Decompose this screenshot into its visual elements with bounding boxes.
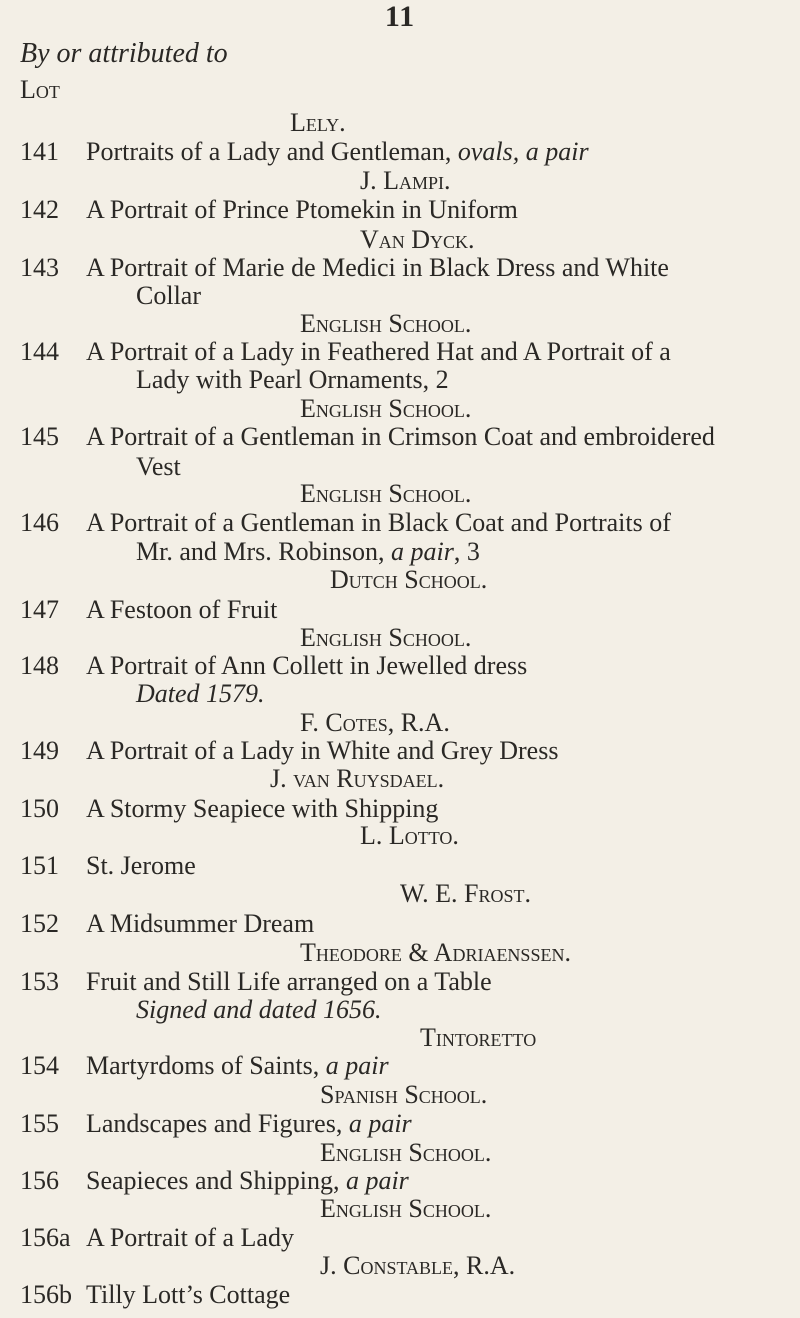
- lot-description: A Portrait of a Lady: [86, 1223, 294, 1252]
- artist-attribution: Theodore & Adriaenssen.: [300, 938, 571, 967]
- lot-description-line2: Lady with Pearl Ornaments, 2: [136, 365, 449, 394]
- artist-attribution: J. Constable, R.A.: [320, 1251, 516, 1280]
- lot-description-line2-italic: Dated 1579.: [136, 679, 265, 708]
- lot-number: 152: [20, 909, 59, 938]
- lot-description: A Festoon of Fruit: [86, 595, 278, 624]
- lot-number: 155: [20, 1109, 59, 1138]
- lot-description: A Portrait of a Lady in White and Grey Dress: [86, 736, 559, 765]
- lot-description-line2: [136, 995, 382, 1025]
- artist-attribution: L. Lotto.: [360, 821, 459, 850]
- page-number: 11: [384, 0, 416, 33]
- artist-attribution: Lely.: [290, 108, 346, 137]
- lot-number: 144: [20, 337, 59, 366]
- artist-attribution: English School.: [300, 309, 472, 338]
- lot-description: A Portrait of Prince Ptomekin in Uniform: [86, 195, 518, 224]
- artist-attribution: F. Cotes, R.A.: [300, 708, 450, 737]
- lot-description: Portraits of a Lady and Gentleman, ovals, a pair: [86, 137, 589, 166]
- artist-attribution: English School.: [300, 479, 472, 508]
- lot-number: 147: [20, 595, 59, 624]
- lot-description-line2-italic: Signed and dated 1656.: [136, 995, 382, 1024]
- lot-number: 156b: [20, 1280, 72, 1309]
- lot-number: 153: [20, 967, 59, 996]
- lot-description: A Stormy Seapiece with Shipping: [86, 794, 439, 823]
- lot-description: Martyrdoms of Saints, a pair: [86, 1051, 389, 1080]
- lot-description: A Midsummer Dream: [86, 909, 315, 938]
- artist-attribution: Dutch School.: [330, 565, 488, 594]
- lot-description: A Portrait of a Lady in Feathered Hat and A Portrait of a: [86, 337, 671, 366]
- artist-attribution: English School.: [300, 623, 472, 652]
- lot-number: 145: [20, 422, 59, 451]
- artist-attribution: Tintoretto: [420, 1023, 537, 1052]
- lot-number: 148: [20, 651, 59, 680]
- lot-column-label: Lot: [20, 75, 60, 104]
- lot-description-italic: a pair: [325, 1051, 389, 1080]
- lot-number: 149: [20, 736, 59, 765]
- lot-number: 143: [20, 253, 59, 282]
- lot-description: A Portrait of a Gentleman in Black Coat and Portraits of: [86, 508, 671, 537]
- lot-number: 154: [20, 1051, 59, 1080]
- lot-description-italic: a pair: [345, 1166, 409, 1195]
- lot-description: A Portrait of a Gentleman in Crimson Coat and embroidered: [86, 422, 715, 451]
- lot-number: 156a: [20, 1223, 71, 1252]
- artist-attribution: W. E. Frost.: [400, 879, 532, 908]
- lot-number: 141: [20, 137, 59, 166]
- lot-description-italic: ovals, a pair: [457, 137, 589, 166]
- section-heading: By or attributed to: [20, 38, 228, 69]
- lot-number: 142: [20, 195, 59, 224]
- lot-description: Seapieces and Shipping, a pair: [86, 1166, 409, 1195]
- lot-description-line2-italic: a pair: [390, 537, 454, 566]
- artist-attribution: English School.: [320, 1138, 492, 1167]
- artist-attribution: English School.: [320, 1194, 492, 1223]
- lot-description-line2: Collar: [136, 281, 201, 310]
- lot-description: Landscapes and Figures, a pair: [86, 1109, 412, 1138]
- artist-attribution: Van Dyck.: [360, 225, 475, 254]
- lot-number: 150: [20, 794, 59, 823]
- lot-description: Fruit and Still Life arranged on a Table: [86, 967, 492, 996]
- artist-attribution: J. van Ruysdael.: [270, 764, 445, 793]
- lot-description-line2: Vest: [136, 452, 181, 481]
- lot-description-italic: a pair: [348, 1109, 412, 1138]
- lot-description-line2: [136, 679, 265, 709]
- lot-description: A Portrait of Ann Collett in Jewelled dress: [86, 651, 528, 680]
- lot-description: St. Jerome: [86, 851, 196, 880]
- artist-attribution: English School.: [300, 394, 472, 423]
- lot-number: 156: [20, 1166, 59, 1195]
- artist-attribution: J. Lampi.: [360, 166, 451, 195]
- lot-description: Tilly Lott’s Cottage: [86, 1280, 291, 1309]
- lot-description-line2: Mr. and Mrs. Robinson, a pair, 3: [136, 537, 480, 566]
- lot-description: A Portrait of Marie de Medici in Black Dress and White: [86, 253, 669, 282]
- lot-number: 146: [20, 508, 59, 537]
- artist-attribution: Spanish School.: [320, 1080, 488, 1109]
- lot-number: 151: [20, 851, 59, 880]
